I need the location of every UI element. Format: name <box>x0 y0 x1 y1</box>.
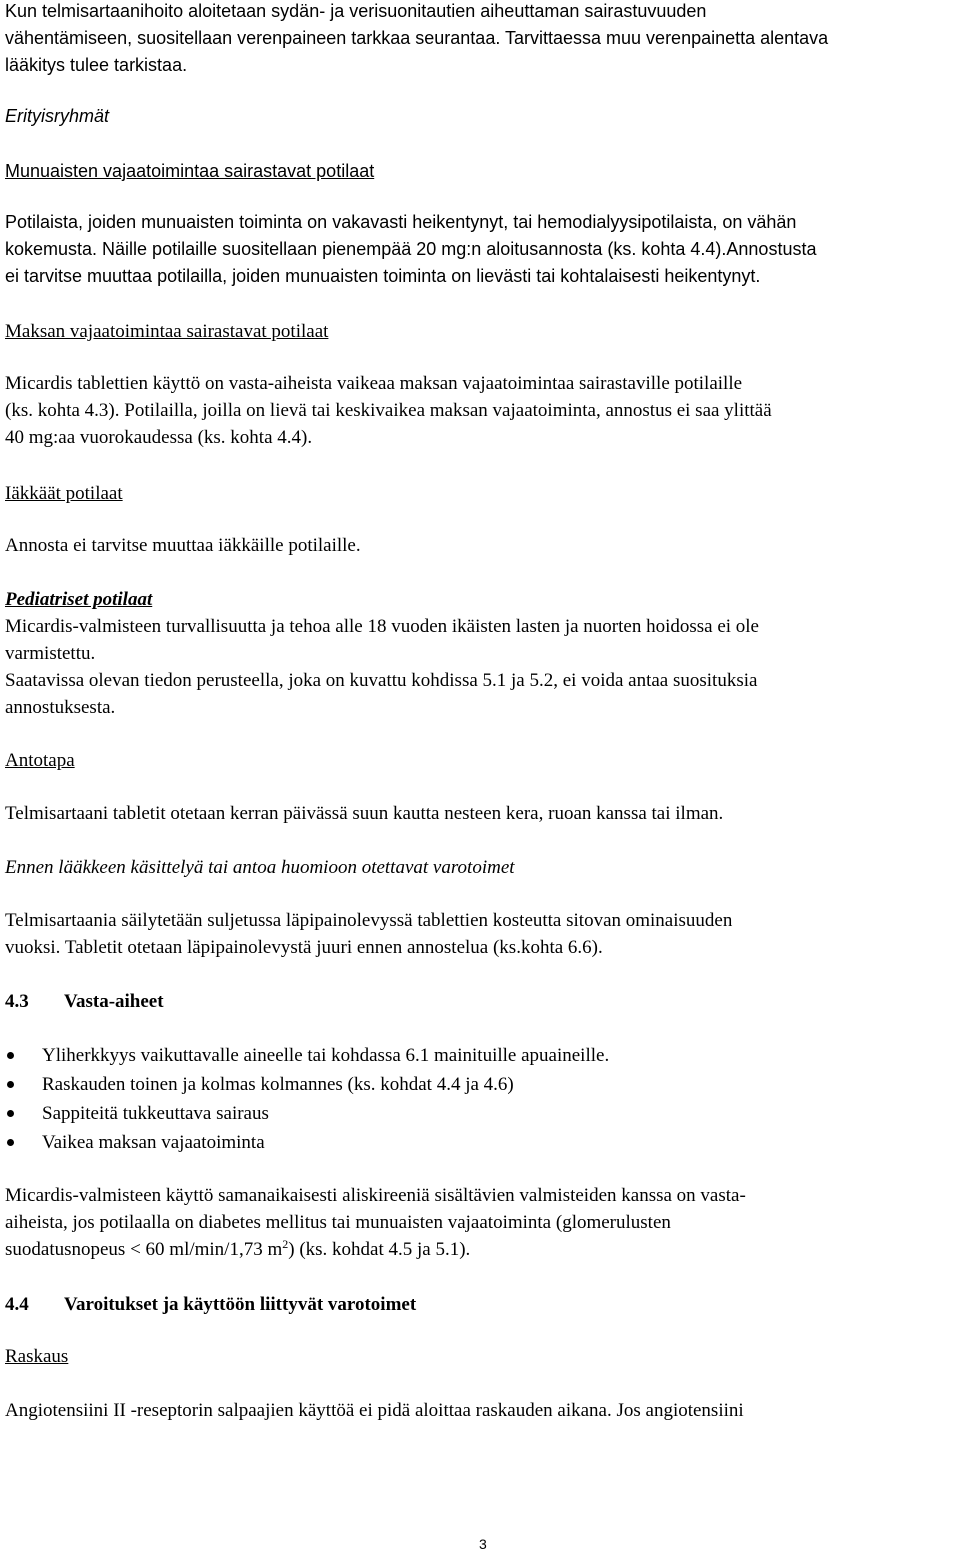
intro-line: lääkitys tulee tarkistaa. <box>5 55 188 75</box>
handling-heading: Ennen lääkkeen käsittelyä tai antoa huomioon otettavat varotoimet <box>5 857 515 878</box>
page-number: 3 <box>479 1536 487 1552</box>
pregnancy-text-line: Angiotensiini II -reseptorin salpaajien käyttöä ei pidä aloittaa raskauden aikana. Jos angiotensiini <box>5 1400 744 1421</box>
administration-heading: Antotapa <box>5 750 75 771</box>
handling-text-line: vuoksi. Tabletit otetaan läpipainolevystä juuri ennen annostelua (ks.kohta 6.6). <box>5 937 603 958</box>
gfr-text: suodatusnopeus < 60 ml/min/1,73 m <box>5 1239 283 1260</box>
section-number: 4.3 <box>5 991 29 1012</box>
contraindication-text-line: aiheista, jos potilaalla on diabetes mellitus tai munuaisten vajaatoiminta (glomerulusten <box>5 1212 671 1233</box>
contraindication-item: Yliherkkyys vaikuttavalle aineelle tai kohdassa 6.1 mainituille apuaineille. <box>42 1045 610 1066</box>
hepatic-text-line: Micardis tablettien käyttö on vasta-aiheista vaikeaa maksan vajaatoimintaa sairastaville potilaille <box>5 373 743 394</box>
gfr-text-end: ) (ks. kohdat 4.5 ja 5.1). <box>288 1239 471 1260</box>
hepatic-text-line: (ks. kohta 4.3). Potilailla, joilla on lievä tai keskivaikea maksan vajaatoiminta, annostus ei saa ylittää <box>5 400 772 421</box>
intro-line: Kun telmisartaanihoito aloitetaan sydän- ja verisuonitautien aiheuttaman sairastuvuuden <box>5 1 707 21</box>
pregnancy-heading: Raskaus <box>5 1346 69 1367</box>
section-number: 4.4 <box>5 1294 29 1315</box>
contraindication-text-line <box>5 1237 471 1260</box>
contraindication-item: Sappiteitä tukkeuttava sairaus <box>42 1103 269 1124</box>
bullet-icon <box>7 1139 14 1146</box>
intro-line: vähentämiseen, suositellaan verenpaineen tarkkaa seurantaa. Tarvittaessa muu verenpainetta alentava <box>5 28 829 48</box>
contraindication-item: Raskauden toinen ja kolmas kolmannes (ks. kohdat 4.4 ja 4.6) <box>42 1074 514 1095</box>
renal-text-line: kokemusta. Näille potilaille suositellaan pienempää 20 mg:n aloitusannosta (ks. kohta 4.4).Annostusta <box>5 239 817 259</box>
special-groups-heading: Erityisryhmät <box>5 106 110 126</box>
contraindication-text-line: Micardis-valmisteen käyttö samanaikaisesti aliskireeniä sisältävien valmisteiden kanssa on vasta- <box>5 1185 746 1206</box>
renal-text-line: ei tarvitse muuttaa potilailla, joiden munuaisten toiminta on lievästi tai kohtalaisesti heikentynyt. <box>5 266 761 286</box>
section-title: Varoitukset ja käyttöön liittyvät varotoimet <box>64 1294 417 1315</box>
paediatric-text-line: varmistettu. <box>5 643 96 664</box>
elderly-heading: Iäkkäät potilaat <box>5 483 123 504</box>
renal-heading: Munuaisten vajaatoimintaa sairastavat potilaat <box>5 161 375 181</box>
paediatric-heading: Pediatriset potilaat <box>5 589 153 610</box>
bullet-icon <box>7 1110 14 1117</box>
bullet-icon <box>7 1081 14 1088</box>
bullet-icon <box>7 1052 14 1059</box>
administration-text-line: Telmisartaani tabletit otetaan kerran päivässä suun kautta nesteen kera, ruoan kanssa tai ilman. <box>5 803 724 824</box>
section-title: Vasta-aiheet <box>64 991 164 1012</box>
renal-text-line: Potilaista, joiden munuaisten toiminta on vakavasti heikentynyt, tai hemodialyysipotilaista, on vähän <box>5 212 797 232</box>
paediatric-text-line: Micardis-valmisteen turvallisuutta ja tehoa alle 18 vuoden ikäisten lasten ja nuorten hoidossa ei ole <box>5 616 759 637</box>
elderly-text-line: Annosta ei tarvitse muuttaa iäkkäille potilaille. <box>5 535 361 556</box>
paediatric-text-line: annostuksesta. <box>5 697 116 718</box>
hepatic-text-line: 40 mg:aa vuorokaudessa (ks. kohta 4.4). <box>5 427 313 448</box>
handling-text-line: Telmisartaania säilytetään suljetussa läpipainolevyssä tablettien kosteutta sitovan ominaisuuden <box>5 910 733 931</box>
paediatric-text-line: Saatavissa olevan tiedon perusteella, joka on kuvattu kohdissa 5.1 ja 5.2, ei voida antaa suosituksia <box>5 670 758 691</box>
superscript: 2 <box>282 1237 289 1251</box>
hepatic-heading: Maksan vajaatoimintaa sairastavat potilaat <box>5 321 329 342</box>
contraindication-item: Vaikea maksan vajaatoiminta <box>42 1132 265 1153</box>
